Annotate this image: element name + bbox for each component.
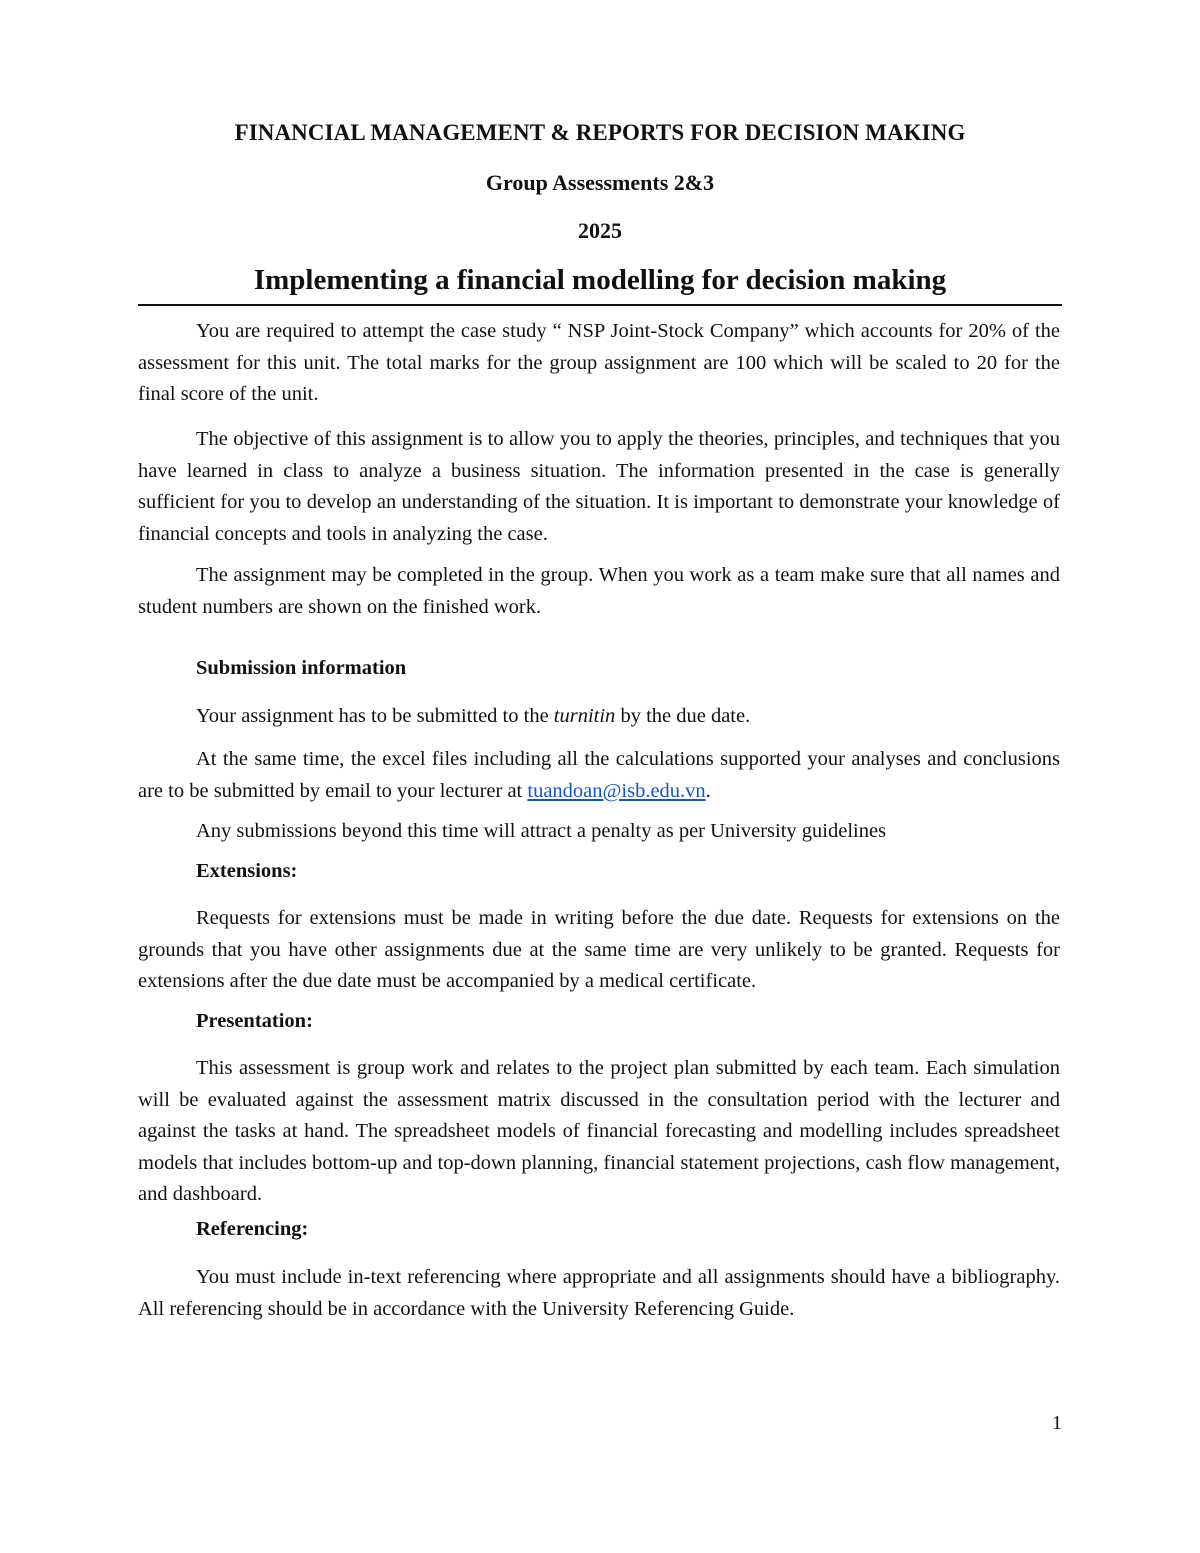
- document-title: Implementing a financial modelling for decision making: [253, 264, 947, 296]
- turnitin-text: turnitin: [553, 705, 616, 727]
- presentation-paragraph: This assessment is group work and relates to the project plan submitted by each team. Each simulation will be evaluated against the assessment matrix discussed in the consultation period with the lecturer and against the tasks at hand. The spreadsheet models of financial forecasting and modelling includes spreadsheet models that includes bottom-up and top-down planning, financial statement projections, cash flow management, and dashboard.: [138, 1057, 1060, 1205]
- submission-p1-after: by the due date.: [615, 705, 751, 727]
- page-number: 1: [1052, 1412, 1062, 1434]
- course-title: FINANCIAL MANAGEMENT & REPORTS FOR DECISION MAKING: [234, 120, 966, 145]
- submission-p2-before: At the same time, the excel files including all the calculations supported your analyses and conclusions are to be submitted by email to your lecturer at: [138, 748, 1060, 802]
- presentation-heading: Presentation:: [196, 1010, 313, 1032]
- submission-paragraph-3: Any submissions beyond this time will attract a penalty as per University guidelines: [196, 820, 887, 842]
- submission-p2-after: .: [705, 779, 711, 802]
- extensions-heading: Extensions:: [196, 860, 298, 882]
- intro-paragraph-1: You are required to attempt the case study “ NSP Joint-Stock Company” which accounts for 20% of the assessment for this unit. The total marks for the group assignment are 100 which will be scaled to 20 for the final score of the unit.: [138, 320, 1060, 405]
- extensions-paragraph: Requests for extensions must be made in writing before the due date. Requests for extensions on the grounds that you have other assignments due at the same time are very unlikely to be granted. Requests for extensions after the due date must be accompanied by a medical certificate.: [138, 907, 1060, 992]
- assessment-title: Group Assessments 2&3: [485, 170, 715, 195]
- title-divider: [138, 304, 1062, 306]
- submission-paragraph-1: [138, 701, 1060, 733]
- intro-paragraph-2: The objective of this assignment is to allow you to apply the theories, principles, and techniques that you have learned in class to analyze a business situation. The information presented in the case is generally sufficient for you to develop an understanding of the situation. It is important to demonstrate your knowledge of financial concepts and tools in analyzing the case.: [138, 428, 1060, 545]
- submission-paragraph-2: [138, 744, 1060, 807]
- referencing-paragraph: You must include in-text referencing where appropriate and all assignments should have a bibliography. All referencing should be in accordance with the University Referencing Guide.: [138, 1266, 1060, 1320]
- submission-p1-before: Your assignment has to be submitted to the: [196, 705, 554, 727]
- lecturer-email-link[interactable]: tuandoan@isb.edu.vn: [527, 779, 706, 802]
- assessment-year: 2025: [578, 218, 622, 243]
- intro-paragraph-3: The assignment may be completed in the group. When you work as a team make sure that all names and student numbers are shown on the finished work.: [138, 564, 1060, 618]
- referencing-heading: Referencing:: [196, 1218, 309, 1240]
- submission-heading: Submission information: [196, 657, 407, 679]
